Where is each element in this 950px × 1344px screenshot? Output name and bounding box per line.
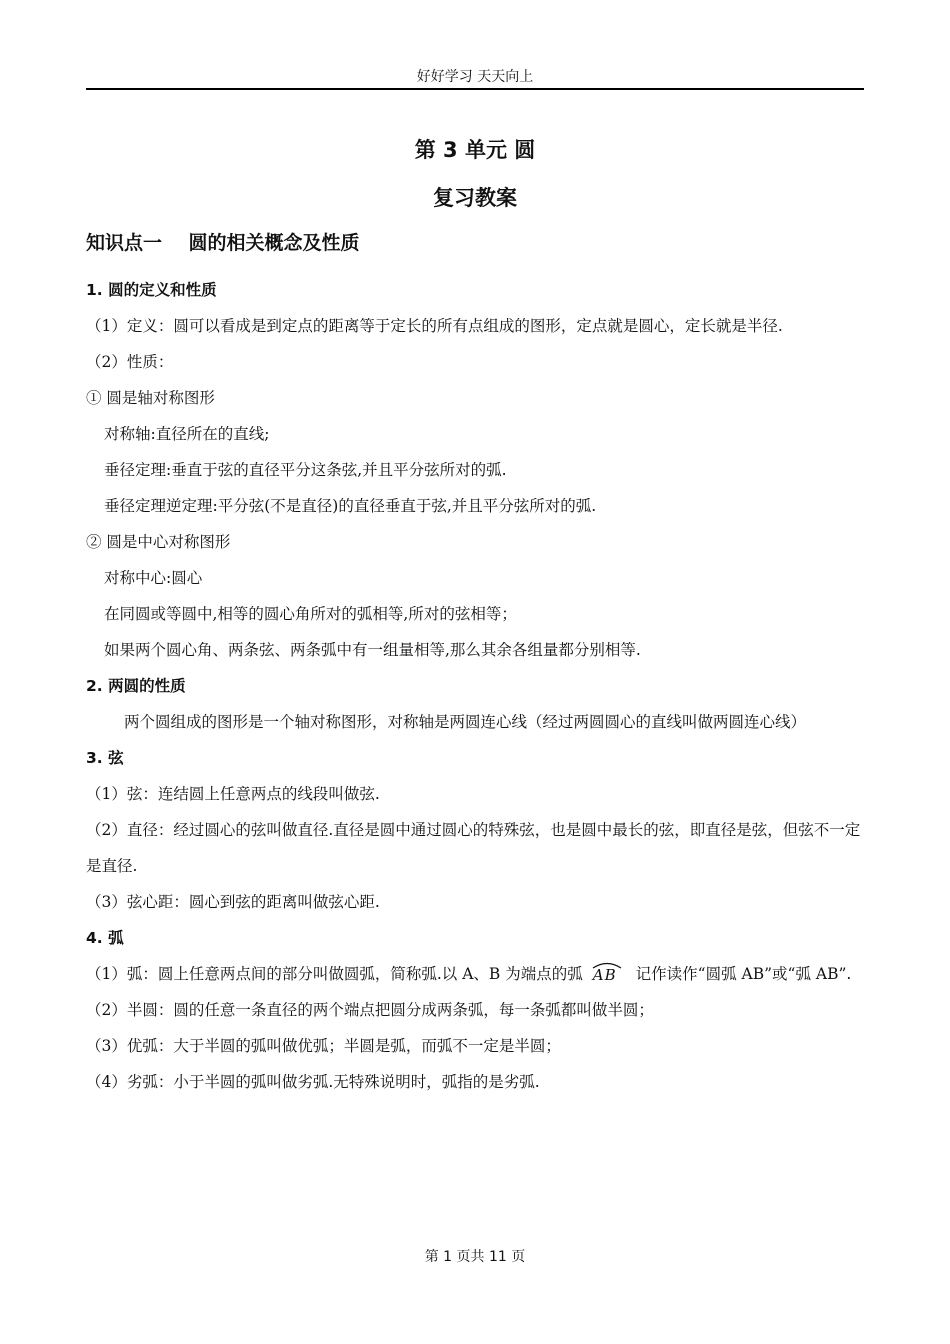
perpendicular-diameter-converse: 垂径定理逆定理:平分弦(不是直径)的直径垂直于弦,并且平分弦所对的弧.: [104, 497, 597, 515]
arc-notation-text: 记作读作“圆弧 AB”或“弧 AB”.: [630, 965, 852, 983]
arc-definition-text: （1）弧：圆上任意两点间的部分叫做圆弧，简称弧.以 A、B 为端点的弧: [86, 965, 583, 983]
properties-label: （2）性质：: [86, 353, 174, 371]
semicircle-definition: （2）半圆：圆的任意一条直径的两个端点把圆分成两条弧，每一条弧都叫做半圆；: [86, 1001, 654, 1019]
section-title-arc: 4. 弧: [86, 929, 124, 947]
document-body: [86, 132, 864, 1100]
arc-ab-label: AB: [592, 966, 617, 984]
minor-arc-definition: （4）劣弧：小于半圆的弧叫做劣弧.无特殊说明时，弧指的是劣弧.: [86, 1073, 540, 1091]
major-arc-definition: （3）优弧：大于半圆的弧叫做优弧；半圆是弧，而弧不一定是半圆；: [86, 1037, 561, 1055]
chord-distance-definition: （3）弦心距：圆心到弦的距离叫做弦心距.: [86, 893, 380, 911]
chord-definition: （1）弦：连结圆上任意两点的线段叫做弦.: [86, 785, 380, 803]
symmetry-center-line: 对称中心:圆心: [104, 569, 203, 587]
axis-line: 对称轴:直径所在的直线;: [104, 425, 270, 443]
section-title-chord: 3. 弦: [86, 749, 124, 767]
arc-ab-symbol: [589, 959, 625, 985]
central-symmetry-title: ② 圆是中心对称图形: [86, 533, 231, 551]
knowledge-point-title: 知识点一 圆的相关概念及性质: [86, 232, 360, 254]
page-footer: 第 1 页共 11 页: [424, 1249, 526, 1265]
arc-definition: [86, 956, 864, 992]
section-title-circle-definition: 1. 圆的定义和性质: [86, 281, 217, 299]
page-header: 好好学习 天天向上: [416, 69, 534, 85]
equal-central-angles-line: 在同圆或等圆中,相等的圆心角所对的弧相等,所对的弦相等；: [104, 605, 517, 623]
header-rule: [86, 88, 864, 90]
equal-quantities-line: 如果两个圆心角、两条弦、两条弧中有一组量相等,那么其余各组量都分别相等.: [104, 641, 641, 659]
axis-symmetry-title: ① 圆是轴对称图形: [86, 389, 215, 407]
unit-title: 第 3 单元 圆: [414, 138, 536, 162]
section-title-two-circles: 2. 两圆的性质: [86, 677, 186, 695]
perpendicular-diameter-theorem: 垂径定理:垂直于弦的直径平分这条弦,并且平分弦所对的弧.: [104, 461, 507, 479]
two-circles-paragraph: 两个圆组成的图形是一个轴对称图形，对称轴是两圆连心线（经过两圆圆心的直线叫做两圆连心线）: [124, 713, 807, 731]
definition-paragraph: （1）定义：圆可以看成是到定点的距离等于定长的所有点组成的图形，定点就是圆心，定长就是半径.: [86, 317, 783, 335]
diameter-definition: （2）直径：经过圆心的弦叫做直径.直径是圆中通过圆心的特殊弦，也是圆中最长的弦，即直径是弦，但弦不一定是直径.: [86, 821, 861, 875]
document-title: 复习教案: [433, 186, 517, 210]
